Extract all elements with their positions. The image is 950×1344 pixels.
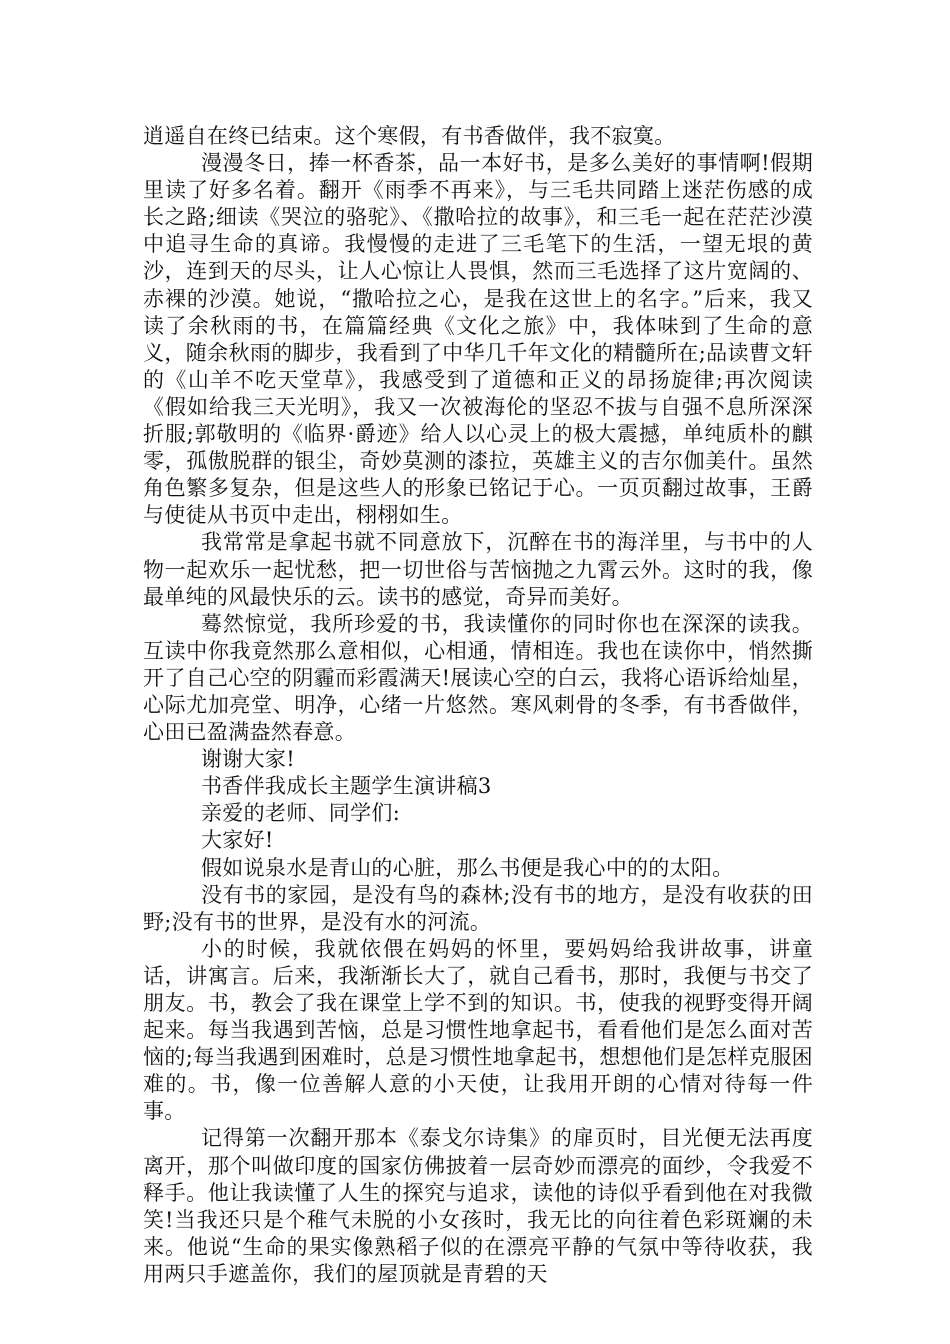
paragraph: 记得第一次翻开那本《泰戈尔诗集》的扉页时，目光便无法再度离开，那个叫做印度的国家仿佛披着一层奇妙而漂亮的面纱，令我爱不释手。他让我读懂了人生的探究与追求，读他的诗似乎看到他在对我微笑!当我还只是个稚气未脱的小女孩时，我无比的向往着色彩斑斓的未来。他说“生命的果实像熟稻子似的在漂亮平静的气氛中等待收获，我用两只手遮盖你，我们的屋顶就是青碧的天: [143, 1126, 813, 1286]
paragraph: 蓦然惊觉，我所珍爱的书，我读懂你的同时你也在深深的读我。互读中你我竟然那么意相似，心相通，情相连。我也在读你中，悄然撕开了自己心空的阴霾而彩霞满天!展读心空的白云，我将心语诉给灿星，心际尤加亮堂、明净，心绪一片悠然。寒风刺骨的冬季，有书香做伴，心田已盈满盎然春意。: [143, 611, 813, 745]
paragraph: 我常常是拿起书就不同意放下，沉醉在书的海洋里，与书中的人物一起欢乐一起忧愁，把一切世俗与苦恼抛之九霄云外。这时的我，像最单纯的风最快乐的云。读书的感觉，奇异而美好。: [143, 530, 813, 609]
document-body: [143, 123, 813, 1288]
paragraph: 没有书的家园，是没有鸟的森林;没有书的地方，是没有收获的田野;没有书的世界，是没有水的河流。: [143, 882, 813, 934]
paragraph: 小的时候，我就依偎在妈妈的怀里，要妈妈给我讲故事，讲童话，讲寓言。后来，我渐渐长大了，就自己看书，那时，我便与书交了朋友。书，教会了我在课堂上学不到的知识。书，使我的视野变得开阔起来。每当我遇到苦恼，总是习惯性地拿起书，看看他们是怎么面对苦恼的;每当我遇到困难时，总是习惯性地拿起书，想想他们是怎样克服困难的。书，像一位善解人意的小天使，让我用开朗的心情对待每一件事。: [143, 936, 813, 1124]
paragraph: 逍遥自在终已结束。这个寒假，有书香做伴，我不寂寞。: [143, 124, 676, 148]
greeting: 大家好!: [201, 828, 274, 853]
paragraph: 谢谢大家!: [201, 747, 295, 772]
paragraph: 假如说泉水是青山的心脏，那么书便是我心中的的太阳。: [201, 855, 734, 880]
paragraph: 漫漫冬日，捧一杯香茶，品一本好书，是多么美好的事情啊!假期里读了好多名着。翻开《雨季不再来》，与三毛共同踏上迷茫伤感的成长之路;细读《哭泣的骆驼》、《撒哈拉的故事》，和三毛一起在茫茫沙漠中追寻生命的真谛。我慢慢的走进了三毛笔下的生活，一望无垠的黄沙，连到天的尽头，让人心惊让人畏惧，然而三毛选择了这片宽阔的、赤裸的沙漠。她说，“撒哈拉之心，是我在这世上的名字。”后来，我又读了余秋雨的书，在篇篇经典《文化之旅》中，我体味到了生命的意义，随余秋雨的脚步，我看到了中华几千年文化的精髓所在;品读曹文轩的《山羊不吃天堂草》，我感受到了道德和正义的昂扬旋律;再次阅读《假如给我三天光明》，我又一次被海伦的坚忍不拔与自强不息所深深折服;郭敬明的《临界·爵迹》给人以心灵上的极大震撼，单纯质朴的麒零，孤傲脱群的银尘，奇妙莫测的漆拉，英雄主义的吉尔伽美什。虽然角色繁多复杂，但是这些人的形象已铭记于心。一页页翻过故事，王爵与使徒从书页中走出，栩栩如生。: [143, 151, 813, 528]
section-title: 书香伴我成长主题学生演讲稿3: [201, 774, 492, 799]
salutation: 亲爱的老师、同学们:: [201, 801, 401, 826]
